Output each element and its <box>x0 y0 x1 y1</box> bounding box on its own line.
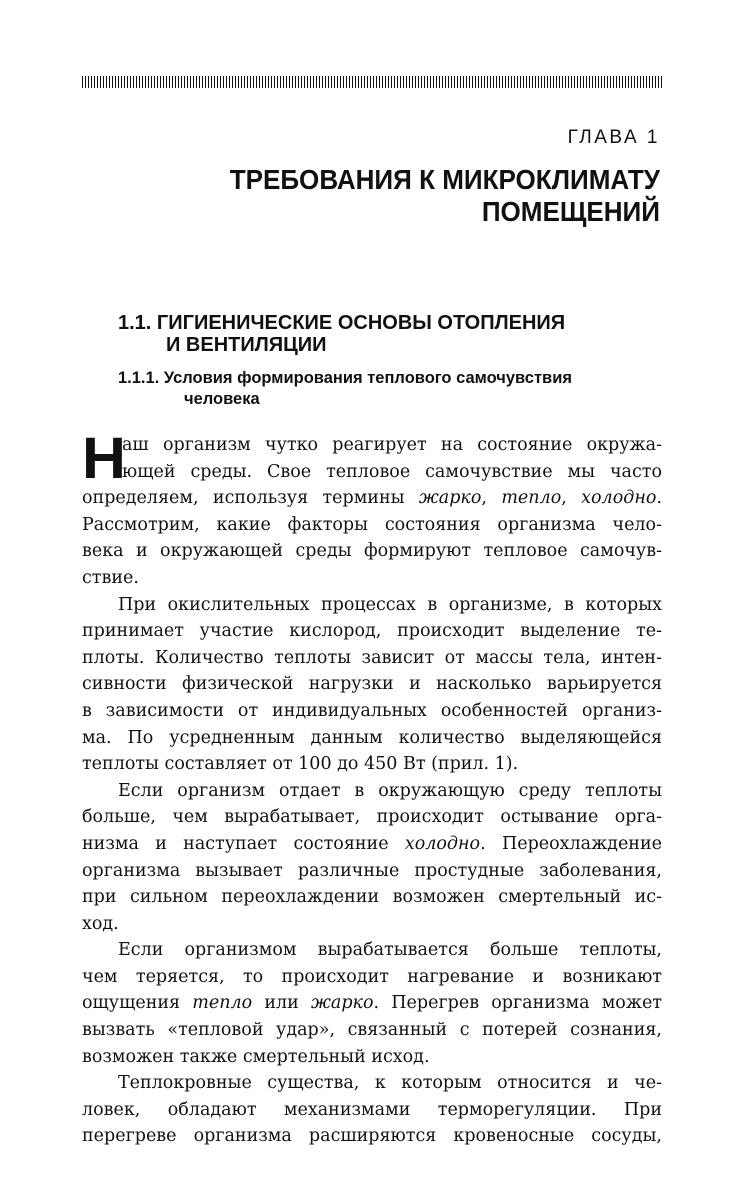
text-line: чем теряется, то происходит нагревание и возникают <box>82 966 662 987</box>
italic-term: тепло <box>501 488 562 509</box>
paragraph <box>82 592 662 778</box>
text-line: Рассмотрим, какие факторы состояния организма чело- <box>82 514 662 535</box>
text-line: ловек, обладают механизмами терморегуляции. При <box>82 1099 662 1120</box>
italic-term: холодно <box>581 488 657 509</box>
text-line: вызвать «тепловой удар», связанный с потерей сознания, <box>82 1020 662 1041</box>
text-line: принимает участие кислород, происходит выделение те- <box>82 621 662 642</box>
text-line: Если организмом вырабатывается больше теплоты, <box>118 940 662 961</box>
text-line: при сильном переохлаждении возможен смертельный ис- <box>82 887 662 908</box>
text-line: теплоты составляет от 100 до 450 Вт (прил. 1). <box>82 754 519 775</box>
italic-term: холодно <box>404 833 481 854</box>
text-line: сивности физической нагрузки и насколько варьируется <box>82 674 662 695</box>
chapter-title <box>139 164 660 228</box>
text-line: Если организм отдает в окружающую среду теплоты <box>118 780 662 801</box>
text-line: определяем, используя термины жарко, тепло, холодно. <box>82 488 662 509</box>
subsection-heading <box>118 368 663 410</box>
text-line: ма. По усредненным данным количество выделяющейся <box>82 727 662 748</box>
text-line: аш организм чутко реагирует на состояние окружа- <box>122 435 662 455</box>
italic-term: жарко <box>311 993 374 1014</box>
subsection-heading-line: человека <box>184 390 260 408</box>
italic-term: жарко <box>418 488 482 509</box>
text-line: При окислительных процессах в организме, в которых <box>118 594 662 615</box>
text-line: ощущения тепло или жарко. Перегрев организма может <box>82 993 662 1014</box>
section-heading <box>118 312 658 356</box>
drop-cap: Н <box>82 426 126 491</box>
chapter-title-line: ПОМЕЩЕНИЙ <box>481 196 660 227</box>
subsection-heading-line: 1.1.1. Условия формирования теплового самочувствия <box>118 369 572 387</box>
text-line: ющей среды. Свое тепловое самочувствие мы часто <box>122 461 662 482</box>
text-line: ход. <box>82 913 119 934</box>
section-heading-line: 1.1. ГИГИЕНИЧЕСКИЕ ОСНОВЫ ОТОПЛЕНИЯ <box>118 312 566 334</box>
text-line: плоты. Количество теплоты зависит от массы тела, интен- <box>82 647 662 668</box>
section-heading-line: И ВЕНТИЛЯЦИИ <box>166 334 327 356</box>
paragraph <box>82 426 662 592</box>
chapter-title-line: ТРЕБОВАНИЯ К МИКРОКЛИМАТУ <box>229 164 661 195</box>
text-line: организма вызывает различные простудные заболевания, <box>82 860 662 881</box>
paragraph <box>82 778 662 938</box>
body-text <box>82 426 662 1150</box>
text-line: ствие. <box>82 567 139 588</box>
italic-term: тепло <box>192 993 253 1014</box>
text-line: перегреве организма расширяются кровеносные сосуды, <box>82 1126 662 1147</box>
text-line: века и окружающей среды формируют тепловое самочув- <box>82 541 662 562</box>
text-line: в зависимости от индивидуальных особенностей организ- <box>82 700 662 721</box>
chapter-label: ГЛАВА 1 <box>567 127 660 148</box>
text-line: больше, чем вырабатывает, происходит остывание орга- <box>82 807 662 828</box>
decorative-top-rule <box>82 76 662 88</box>
paragraph <box>82 1070 662 1150</box>
text-line: низма и наступает состояние холодно. Переохлаждение <box>82 833 662 854</box>
text-line: Теплокровные существа, к которым относится и че- <box>118 1073 662 1094</box>
text-line: возможен также смертельный исход. <box>82 1046 430 1067</box>
paragraph <box>82 937 662 1070</box>
